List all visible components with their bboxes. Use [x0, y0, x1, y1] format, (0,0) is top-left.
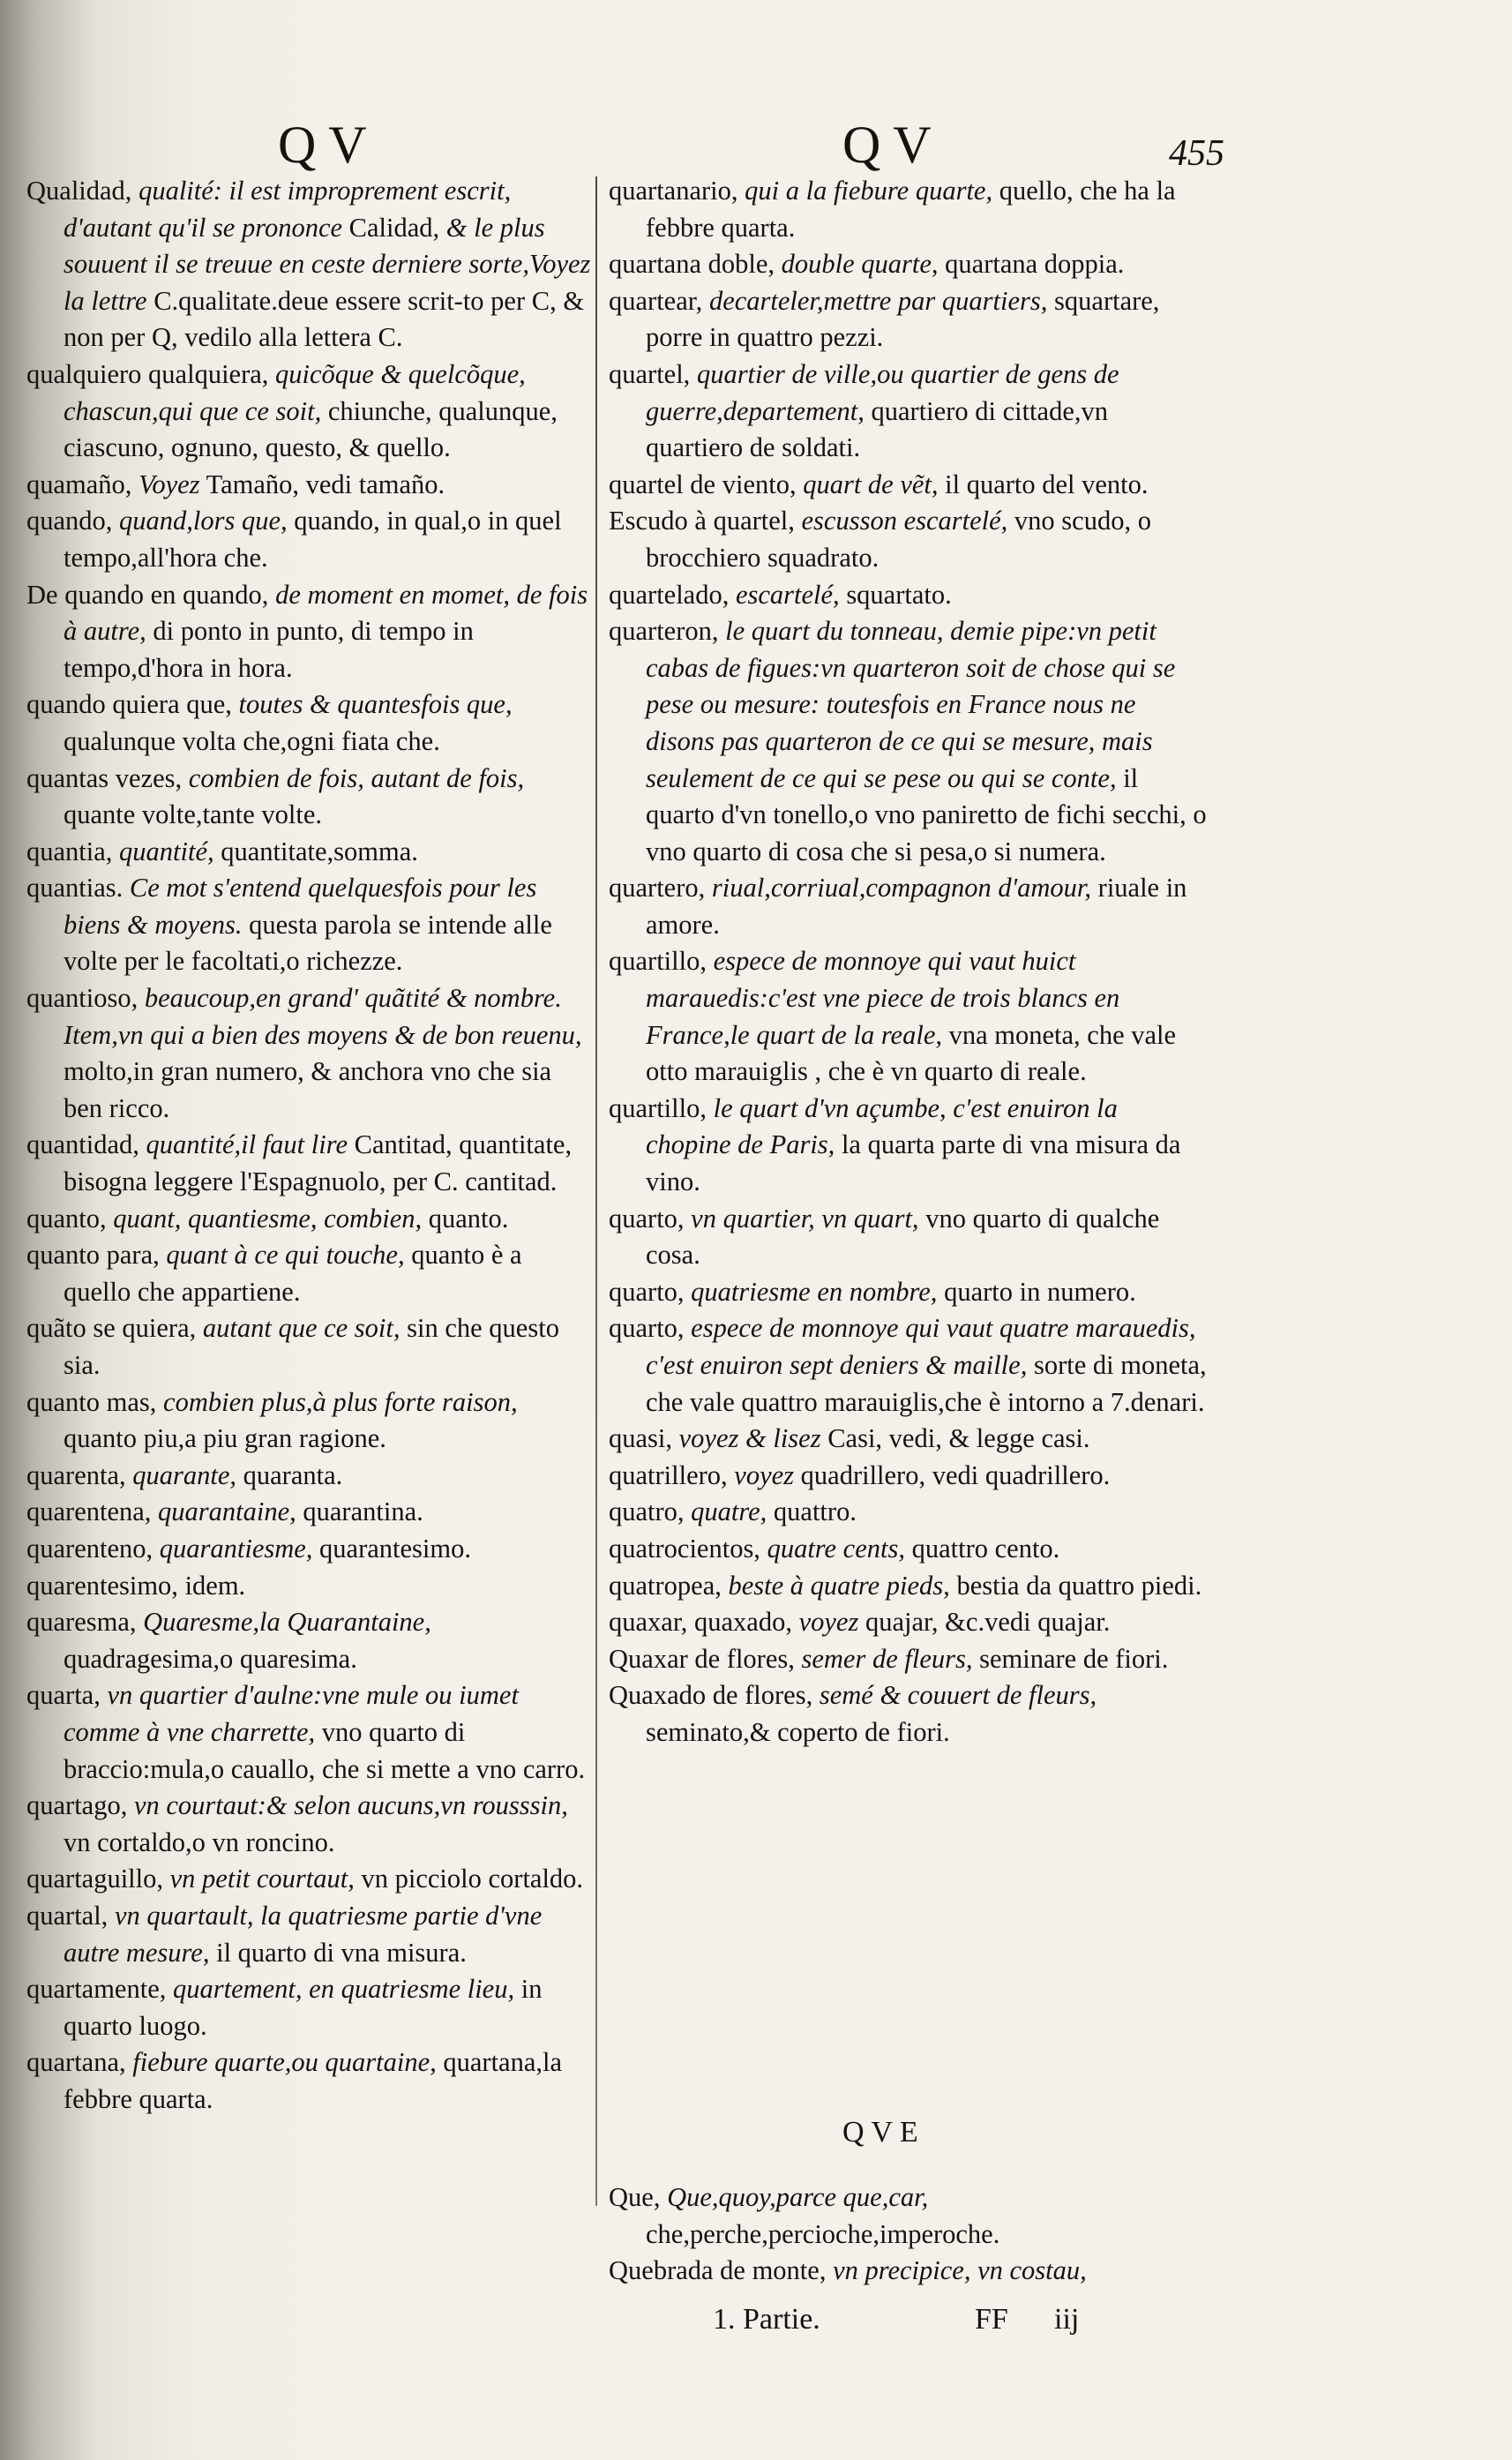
entry-headword: quarentena,: [26, 1496, 152, 1527]
entry-italian-gloss: Casi, vedi, & legge casi.: [827, 1423, 1090, 1454]
dictionary-entry: [609, 2179, 1209, 2253]
running-head-right: Q V: [842, 116, 932, 174]
entry-headword: quatrocientos,: [609, 1533, 760, 1564]
dictionary-entry: [26, 686, 595, 760]
entry-french-gloss: quicõque & quelcõque, chascun,qui que ce soit,: [64, 358, 526, 426]
entry-italian-gloss: quando, in qual,o in quel tempo,all'hora che.: [64, 506, 562, 573]
entry-headword: quanto para,: [26, 1240, 160, 1271]
entry-headword: quarentesimo,: [26, 1570, 178, 1601]
entry-italian-gloss: quarantesimo.: [319, 1533, 471, 1564]
entry-french-gloss: beaucoup,en grand' quãtité & nombre. Item,vn qui a bien des moyens & de bon reuenu,: [64, 983, 582, 1050]
dictionary-entry: [26, 173, 595, 356]
entry-headword: quantia,: [26, 836, 113, 866]
entry-headword: quantidad,: [26, 1129, 139, 1160]
entry-italian-gloss: il quarto del vento.: [945, 469, 1149, 499]
entry-italian-gloss: quantitate,somma.: [221, 836, 418, 866]
entry-headword: quartillo,: [609, 946, 707, 977]
entry-headword: quasi,: [609, 1423, 673, 1454]
entry-french-gloss: quant à ce qui touche,: [166, 1240, 405, 1271]
entry-french-gloss: combien de fois, autant de fois,: [188, 762, 525, 793]
page-number: 455: [1169, 133, 1224, 174]
entry-french-gloss: quartement, en quatriesme lieu,: [172, 1974, 515, 2005]
entry-italian-gloss: quadragesima,o quaresima.: [64, 1643, 357, 1674]
entry-headword: quartaguillo,: [26, 1864, 164, 1894]
entry-headword: quarteron,: [609, 616, 719, 647]
entry-italian-gloss: qualunque volta che,ogni fiata che.: [64, 725, 440, 756]
dictionary-entry: [26, 577, 595, 687]
entry-headword: quartel,: [609, 358, 691, 389]
signature-mark: FF: [975, 2303, 1008, 2336]
entry-french-gloss: autant que ce soit,: [202, 1313, 400, 1344]
entry-french-gloss: quarante,: [132, 1459, 237, 1490]
entry-french-gloss: beste à quatre pieds,: [728, 1570, 950, 1601]
entry-headword: quatro,: [609, 1496, 685, 1527]
entry-headword: quantas vezes,: [26, 762, 183, 793]
dictionary-entry: [609, 283, 1209, 356]
entry-headword: quaresma,: [26, 1607, 137, 1638]
entry-french-gloss: quant, quantiesme, combien,: [113, 1203, 423, 1234]
dictionary-entry: [609, 1568, 1209, 1605]
que-section: [609, 2179, 1209, 2290]
entry-french-gloss: double quarte,: [781, 249, 939, 280]
dictionary-entry: [609, 1641, 1209, 1678]
entry-headword: quatropea,: [609, 1570, 722, 1601]
dictionary-entry: [26, 1677, 595, 1788]
dictionary-entry: [26, 1788, 595, 1861]
dictionary-entry: [609, 2253, 1209, 2290]
signature-part: 1. Partie.: [713, 2303, 820, 2336]
entry-italian-gloss: riuale in amore.: [646, 873, 1187, 940]
dictionary-entry: [26, 1494, 595, 1531]
entry-italian-gloss: la quarta parte di vna misura da vino.: [646, 1129, 1181, 1197]
entry-headword: De quando en quando,: [26, 579, 269, 610]
dictionary-entry: [609, 246, 1209, 283]
dictionary-entry: [609, 1604, 1209, 1641]
entry-headword: Qualidad,: [26, 176, 132, 206]
dictionary-entry: [609, 1531, 1209, 1568]
dictionary-entry: [609, 356, 1209, 467]
dictionary-entry: [26, 1458, 595, 1495]
entry-french-gloss: quand,lors que,: [119, 506, 288, 536]
entry-italian-gloss: quadrillero, vedi quadrillero.: [800, 1459, 1111, 1490]
entry-italian-gloss: di ponto in punto, di tempo in tempo,d'hora in hora.: [64, 616, 474, 683]
entry-french-gloss: decarteler,mettre par quartiers,: [708, 285, 1048, 316]
entry-headword: quartana,: [26, 2047, 126, 2078]
entry-headword: qualquiero qualquiera,: [26, 358, 269, 389]
entry-headword: Quebrada de monte,: [609, 2255, 827, 2286]
entry-french-gloss: quatre,: [691, 1496, 767, 1527]
entry-italian-gloss: vno quarto di qualche cosa.: [646, 1203, 1160, 1271]
dictionary-entry: [26, 1127, 595, 1200]
entry-italian-gloss: il quarto d'vn tonello,o vno paniretto de fichi secchi, o vno quarto di cosa che si pesa,o si numera.: [646, 762, 1207, 866]
dictionary-entry: [609, 467, 1209, 504]
entry-italian-gloss: chiunche, qualunque, ciascuno, ognuno, questo, & quello.: [64, 395, 558, 463]
entry-italian-gloss: che,perche,percioche,imperoche.: [646, 2218, 1000, 2249]
entry-french-gloss: combien plus,à plus forte raison,: [163, 1386, 518, 1417]
entry-headword: quarto,: [609, 1313, 685, 1344]
entry-italian-gloss: Cantitad, quantitate, bisogna leggere l'Espagnuolo, per C. cantitad.: [64, 1129, 573, 1197]
entry-headword: quantias.: [26, 873, 124, 904]
entry-headword: quanto,: [26, 1203, 107, 1234]
dictionary-entry: [26, 1604, 595, 1677]
entry-italian-gloss: in quarto luogo.: [64, 1974, 543, 2041]
entry-italian-gloss: seminato,& coperto de fiori.: [646, 1716, 950, 1747]
entry-italian-gloss: squartare, porre in quattro pezzi.: [646, 285, 1160, 353]
entry-headword: quatrillero,: [609, 1459, 728, 1490]
entry-headword: quartel de viento,: [609, 469, 797, 499]
entry-italian-gloss: vn picciolo cortaldo.: [361, 1864, 584, 1894]
entry-french-gloss: escartelé,: [735, 579, 840, 610]
dictionary-entry: [26, 870, 595, 980]
entry-headword: Quaxar de flores,: [609, 1643, 795, 1674]
entry-headword: quando quiera que,: [26, 689, 232, 720]
entry-italian-gloss: vna moneta, che vale otto marauiglis , che è vn quarto di reale.: [646, 1019, 1177, 1087]
entry-italian-gloss: quaranta.: [243, 1459, 343, 1490]
entry-italian-gloss: vn cortaldo,o vn roncino.: [64, 1826, 335, 1857]
dictionary-entry: [26, 1237, 595, 1310]
dictionary-entry: [609, 1201, 1209, 1274]
entry-french-gloss: Ce mot s'entend quelquesfois pour les biens & moyens.: [64, 873, 537, 940]
entry-headword: quantioso,: [26, 983, 138, 1014]
entry-headword: quartelado,: [609, 579, 730, 610]
entry-italian-gloss: Tamaño, vedi tamaño.: [206, 469, 445, 499]
entry-italian-gloss: sorte di moneta, che vale quattro marauiglis,che è intorno a 7.denari.: [646, 1350, 1207, 1417]
entry-italian-gloss: quello, che ha la febbre quarta.: [646, 176, 1176, 243]
entry-french-gloss: semer de fleurs,: [801, 1643, 973, 1674]
entry-headword: quarto,: [609, 1203, 685, 1234]
dictionary-entry: [26, 980, 595, 1127]
dictionary-entry: [609, 1677, 1209, 1751]
entry-italian-gloss: sin che questo sia.: [64, 1313, 559, 1380]
dictionary-entry: [26, 1531, 595, 1568]
entry-french-gloss: quantité,: [119, 836, 214, 866]
dictionary-entry: [26, 503, 595, 576]
entry-french-gloss: riual,corriual,compagnon d'amour,: [711, 873, 1092, 904]
dictionary-entry: [26, 1568, 595, 1605]
entry-french-gloss: Que,quoy,parce que,car,: [667, 2182, 929, 2212]
signature-number: iij: [1054, 2303, 1080, 2336]
entry-headword: quamaño,: [26, 469, 132, 499]
dictionary-entry: [609, 503, 1209, 576]
entry-french-gloss: quart de vẽt,: [803, 469, 939, 499]
dictionary-entry: [609, 1091, 1209, 1201]
dictionary-entry: [609, 943, 1209, 1090]
dictionary-entry: [26, 834, 595, 871]
entry-headword: Que,: [609, 2182, 661, 2212]
dictionary-entry: [609, 1458, 1209, 1495]
entry-italian-gloss: quarantina.: [303, 1496, 423, 1527]
entry-french-gloss: qualité: il est improprement escrit, d'autant qu'il se prononce: [64, 176, 512, 243]
entry-italian-gloss: vno quarto di braccio:mula,o cauallo, che si mette a vno carro.: [64, 1716, 586, 1784]
entry-french-gloss: vn precipice, vn costau,: [833, 2255, 1087, 2286]
dictionary-entry: [609, 1310, 1209, 1421]
entry-french-gloss: vn quartier, vn quart,: [691, 1203, 919, 1234]
dictionary-entry: [609, 870, 1209, 943]
entry-french-gloss: vn petit courtaut,: [169, 1864, 355, 1894]
entry-italian-gloss: seminare de fiori.: [979, 1643, 1169, 1674]
entry-french-gloss: le quart du tonneau, demie pipe:vn petit cabas de figues:vn quarteron soit de chose qui se pese ou mesure: toutesfois en France nous ne disons pas quarteron de ce qui se mesure, mais seulement de ce qui se pese ou qui se conte,: [646, 616, 1176, 793]
left-column: [26, 173, 595, 2118]
entry-italian-gloss: idem.: [184, 1570, 246, 1601]
entry-headword: Escudo à quartel,: [609, 506, 795, 536]
dictionary-entry: [609, 1274, 1209, 1311]
entry-headword: quartago,: [26, 1790, 128, 1821]
entry-headword: quãto se quiera,: [26, 1313, 197, 1344]
dictionary-entry: [26, 1310, 595, 1384]
column-divider: [595, 176, 597, 2206]
entry-french-gloss: espece de monnoye qui vaut quatre marauedis, c'est enuiron sept deniers & maille,: [646, 1313, 1196, 1380]
entry-french-gloss: le quart d'vn açumbe, c'est enuiron la chopine de Paris,: [646, 1092, 1118, 1160]
entry-french-gloss: voyez: [798, 1607, 859, 1638]
entry-french-gloss: quarantiesme,: [159, 1533, 313, 1564]
entry-italian-gloss: vno scudo, o brocchiero squadrato.: [646, 506, 1151, 573]
entry-french-gloss: semé & couuert de fleurs,: [819, 1680, 1097, 1711]
entry-french-gloss: vn quartier d'aulne:vne mule ou iumet comme à vne charrette,: [64, 1680, 519, 1747]
entry-headword: quanto mas,: [26, 1386, 157, 1417]
dictionary-entry: [26, 1384, 595, 1458]
entry-headword: quartamente,: [26, 1974, 167, 2005]
entry-french-gloss: quartier de ville,ou quartier de gens de guerre,departement,: [646, 358, 1119, 426]
dictionary-entry: [26, 761, 595, 834]
entry-french-gloss: vn quartault, la quatriesme partie d'vne autre mesure,: [64, 1900, 543, 1968]
entry-italian-gloss: quanto piu,a piu gran ragione.: [64, 1423, 386, 1454]
entry-french-gloss: quatre cents,: [767, 1533, 905, 1564]
dictionary-entry: [26, 1971, 595, 2044]
entry-italian-gloss: C.qualitate.deue essere scrit-to per C, & non per Q, vedilo alla lettera C.: [64, 285, 585, 353]
entry-headword: quartal,: [26, 1900, 109, 1931]
entry-headword: Quaxado de flores,: [609, 1680, 813, 1711]
dictionary-entry: [26, 356, 595, 467]
dictionary-entry: [26, 1201, 595, 1238]
entry-french-gloss: toutes & quantesfois que,: [238, 689, 513, 720]
entry-italian-gloss: quartana,la febbre quarta.: [64, 2047, 563, 2114]
entry-french-gloss: quarantaine,: [158, 1496, 296, 1527]
entry-french-gloss: qui a la fiebure quarte,: [745, 176, 993, 206]
entry-headword: quarta,: [26, 1680, 101, 1711]
entry-italian-gloss: quattro cento.: [911, 1533, 1060, 1564]
entry-italian-gloss: molto,in gran numero, & anchora vno che sia ben ricco.: [64, 1056, 552, 1123]
entry-headword: quartero,: [609, 873, 706, 904]
dictionary-entry: [26, 1898, 595, 1971]
entry-headword: quartanario,: [609, 176, 738, 206]
entry-headword: quaxar, quaxado,: [609, 1607, 792, 1638]
entry-italian-gloss: squartato.: [846, 579, 952, 610]
dictionary-entry: [609, 1421, 1209, 1458]
entry-headword: quartana doble,: [609, 249, 775, 280]
entry-french-gloss: quantité,il faut lire: [146, 1129, 348, 1160]
dictionary-entry: [609, 613, 1209, 870]
entry-french-gloss: voyez & lisez: [678, 1423, 821, 1454]
entry-french-gloss: espece de monnoye qui vaut huict marauedis:c'est vne piece de trois blancs en France,le quart de la reale,: [646, 946, 1120, 1050]
section-heading: Q V E: [842, 2116, 918, 2149]
entry-italian-gloss: questa parola se intende alle volte per le facoltati,o richezze.: [64, 909, 552, 977]
entry-italian-gloss: quante volte,tante volte.: [64, 799, 323, 830]
entry-italian-gloss: quajar, &c.vedi quajar.: [865, 1607, 1111, 1638]
entry-french-gloss: de moment en momet, de fois à autre,: [64, 579, 588, 647]
entry-headword: quartillo,: [609, 1092, 707, 1123]
dictionary-entry: [609, 1494, 1209, 1531]
entry-french-gloss: Quaresme,la Quarantaine,: [143, 1607, 431, 1638]
entry-french-gloss: vn courtaut:& selon aucuns,vn rousssin,: [133, 1790, 568, 1821]
entry-headword: quarenteno,: [26, 1533, 153, 1564]
entry-italian-gloss: quattro.: [773, 1496, 857, 1527]
entry-italian-gloss: quartiero di cittade,vn quartiero de soldati.: [646, 395, 1108, 463]
entry-italian-gloss: bestia da quattro piedi.: [956, 1570, 1202, 1601]
right-column: [609, 173, 1209, 1751]
entry-headword: quarenta,: [26, 1459, 126, 1490]
entry-italian-gloss: quanto.: [428, 1203, 509, 1234]
entry-headword: quarto,: [609, 1276, 685, 1307]
entry-italian-gloss: quartana doppia.: [945, 249, 1125, 280]
entry-french-gloss: quatriesme en nombre,: [691, 1276, 938, 1307]
entry-french-gloss: escusson escartelé,: [801, 506, 1008, 536]
dictionary-entry: [26, 1861, 595, 1898]
entry-french-gloss: & le plus souuent il se treuue en ceste derniere sorte,Voyez la lettre: [64, 212, 591, 316]
entry-italian-gloss: il quarto di vna misura.: [216, 1937, 467, 1968]
entry-french-gloss: voyez: [734, 1459, 795, 1490]
entry-headword: quando,: [26, 506, 113, 536]
dictionary-entry: [26, 2044, 595, 2118]
entry-italian-gloss: quanto è a quello che appartiene.: [64, 1240, 522, 1307]
entry-italian-gloss: quarto in numero.: [944, 1276, 1136, 1307]
entry-italian-gloss: Calidad,: [348, 212, 440, 243]
dictionary-entry: [609, 577, 1209, 614]
entry-french-gloss: fiebure quarte,ou quartaine,: [132, 2047, 437, 2078]
entry-french-gloss: Voyez: [138, 469, 200, 499]
entry-headword: quartear,: [609, 285, 703, 316]
dictionary-entry: [609, 173, 1209, 246]
dictionary-entry: [26, 467, 595, 504]
running-head-left: Q V: [278, 116, 367, 174]
